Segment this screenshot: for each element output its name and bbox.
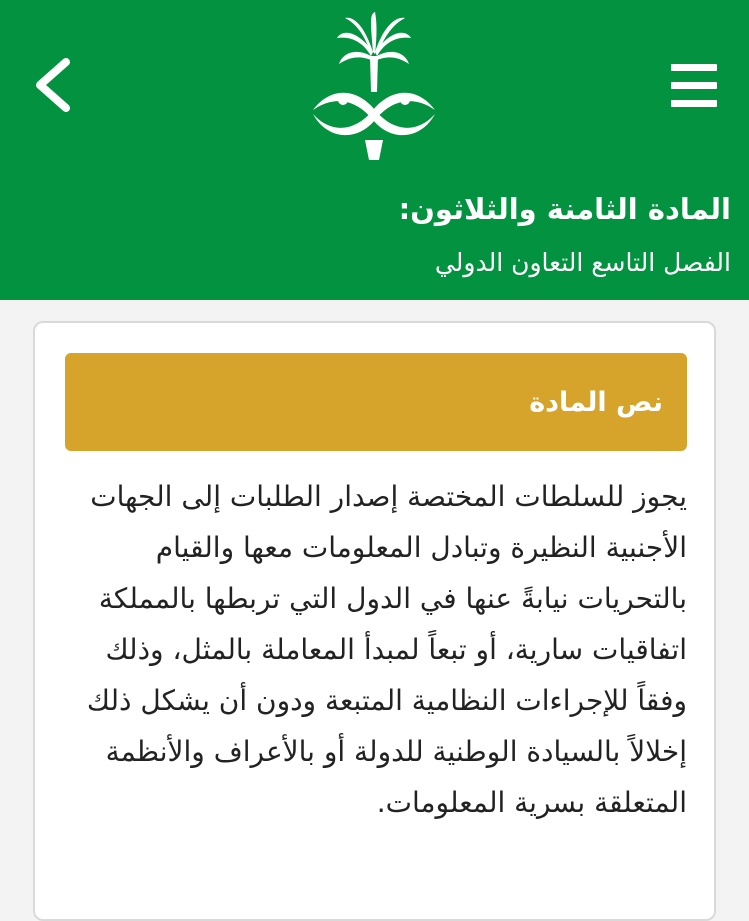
page-subtitle: الفصل التاسع التعاون الدولي — [434, 248, 731, 277]
app-header — [0, 0, 749, 300]
section-title: نص المادة — [529, 387, 663, 418]
chevron-left-icon — [28, 50, 88, 120]
section-header — [65, 353, 687, 451]
article-text: يجوز للسلطات المختصة إصدار الطلبات إلى الجهات الأجنبية النظيرة وتبادل المعلومات معها والقيام بالتحريات نيابةً عنها في الدول التي تربطها بالمملكة اتفاقيات سارية، أو تبعاً لمبدأ المعاملة بالمثل، وذلك وفقاً للإجراءات النظامية المتبعة ودون أن يشكل ذلك إخلالاً بالسيادة الوطنية للدولة أو بالأعراف والأنظمة المتعلقة بسرية المعلومات. — [86, 480, 687, 819]
article-card — [33, 321, 716, 921]
palm-logo-icon — [307, 10, 441, 168]
menu-button[interactable] — [671, 62, 719, 110]
back-button[interactable] — [28, 50, 88, 120]
page-title: المادة الثامنة والثلاثون: — [398, 192, 731, 226]
